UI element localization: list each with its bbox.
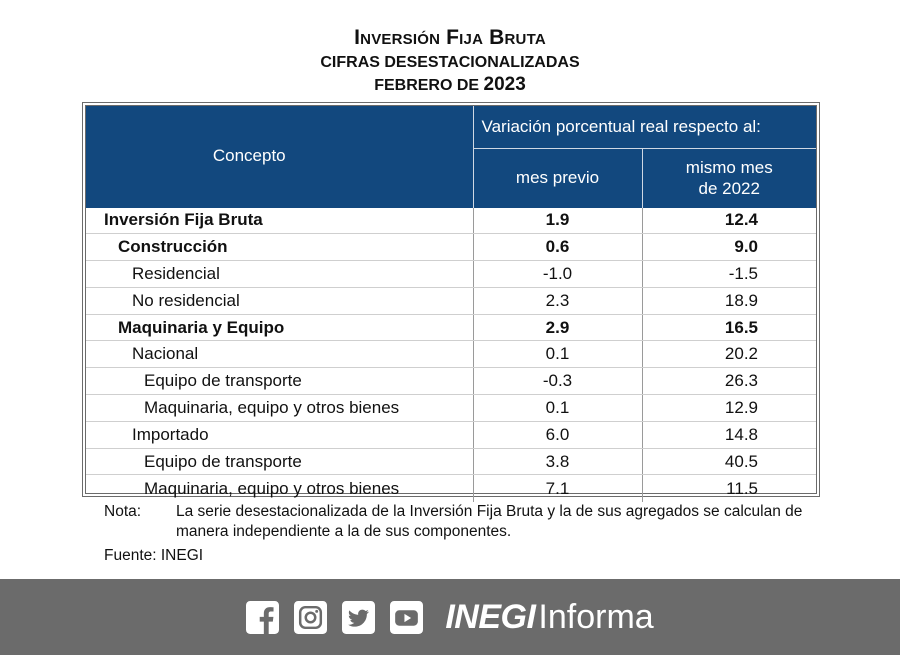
row-label: Inversión Fija Bruta (86, 207, 473, 234)
row-prev-value: 2.9 (473, 314, 642, 341)
row-same-value: 20.2 (642, 341, 816, 368)
row-label: Construcción (86, 234, 473, 261)
row-same-value: 16.5 (642, 314, 816, 341)
data-table-frame (82, 102, 820, 497)
table-row (86, 287, 816, 314)
row-same-value: 11.5 (642, 475, 816, 502)
youtube-icon[interactable] (390, 601, 423, 634)
row-label: Importado (86, 421, 473, 448)
table-notes (104, 502, 816, 566)
note-text: La serie desestacionalizada de la Inversión Fija Bruta y la de sus agregados se calculan de manera independiente a la de sus componentes. (176, 503, 803, 540)
row-prev-value: 0.6 (473, 234, 642, 261)
table-row (86, 448, 816, 475)
row-label: Nacional (86, 341, 473, 368)
col-header-same-month (642, 148, 816, 207)
row-label: Maquinaria, equipo y otros bienes (86, 395, 473, 422)
row-same-value: 14.8 (642, 421, 816, 448)
row-same-value: 26.3 (642, 368, 816, 395)
row-prev-value: 0.1 (473, 341, 642, 368)
row-label: Maquinaria y Equipo (86, 314, 473, 341)
report-title: Inversión Fija Bruta (354, 26, 546, 49)
instagram-icon[interactable] (294, 601, 327, 634)
row-label: Residencial (86, 261, 473, 288)
col-header-variation: Variación porcentual real respecto al: (473, 106, 816, 148)
social-links (246, 601, 423, 634)
inegi-informa-logo (445, 598, 653, 637)
row-same-value: 9.0 (642, 234, 816, 261)
row-prev-value: 6.0 (473, 421, 642, 448)
row-prev-value: 0.1 (473, 395, 642, 422)
table-row (86, 314, 816, 341)
table-row (86, 234, 816, 261)
data-table (86, 106, 816, 502)
row-same-value: -1.5 (642, 261, 816, 288)
col-header-same-line1: mismo mes (685, 157, 773, 177)
table-row (86, 207, 816, 234)
period-prefix: FEBRERO DE (374, 77, 484, 94)
row-prev-value: -1.0 (473, 261, 642, 288)
row-same-value: 12.9 (642, 395, 816, 422)
col-header-concept: Concepto (86, 106, 473, 207)
report-period (0, 74, 900, 97)
period-year: 2023 (483, 74, 526, 95)
row-same-value: 12.4 (642, 207, 816, 234)
footer-bar (0, 579, 900, 655)
table-row (86, 421, 816, 448)
brand-informa: Informa (538, 597, 654, 636)
source-line: Fuente: INEGI (104, 547, 204, 564)
table-row (86, 475, 816, 502)
row-prev-value: 1.9 (473, 207, 642, 234)
row-label: Equipo de transporte (86, 448, 473, 475)
row-prev-value: 2.3 (473, 287, 642, 314)
twitter-icon[interactable] (342, 601, 375, 634)
table-row (86, 368, 816, 395)
row-same-value: 18.9 (642, 287, 816, 314)
row-label: Equipo de transporte (86, 368, 473, 395)
table-row (86, 261, 816, 288)
row-prev-value: -0.3 (473, 368, 642, 395)
row-label: No residencial (86, 287, 473, 314)
facebook-icon[interactable] (246, 601, 279, 634)
row-prev-value: 7.1 (473, 475, 642, 502)
col-header-prev-month: mes previo (473, 148, 642, 207)
table-row (86, 341, 816, 368)
table-row (86, 395, 816, 422)
row-label: Maquinaria, equipo y otros bienes (144, 478, 400, 498)
col-header-same-line2: de 2022 (698, 178, 760, 198)
note-label: Nota: (104, 503, 142, 520)
row-same-value: 40.5 (642, 448, 816, 475)
report-heading (0, 24, 900, 97)
row-prev-value: 3.8 (473, 448, 642, 475)
report-subtitle: CIFRAS DESESTACIONALIZADAS (320, 54, 580, 71)
brand-inegi: INEGI (445, 597, 536, 636)
